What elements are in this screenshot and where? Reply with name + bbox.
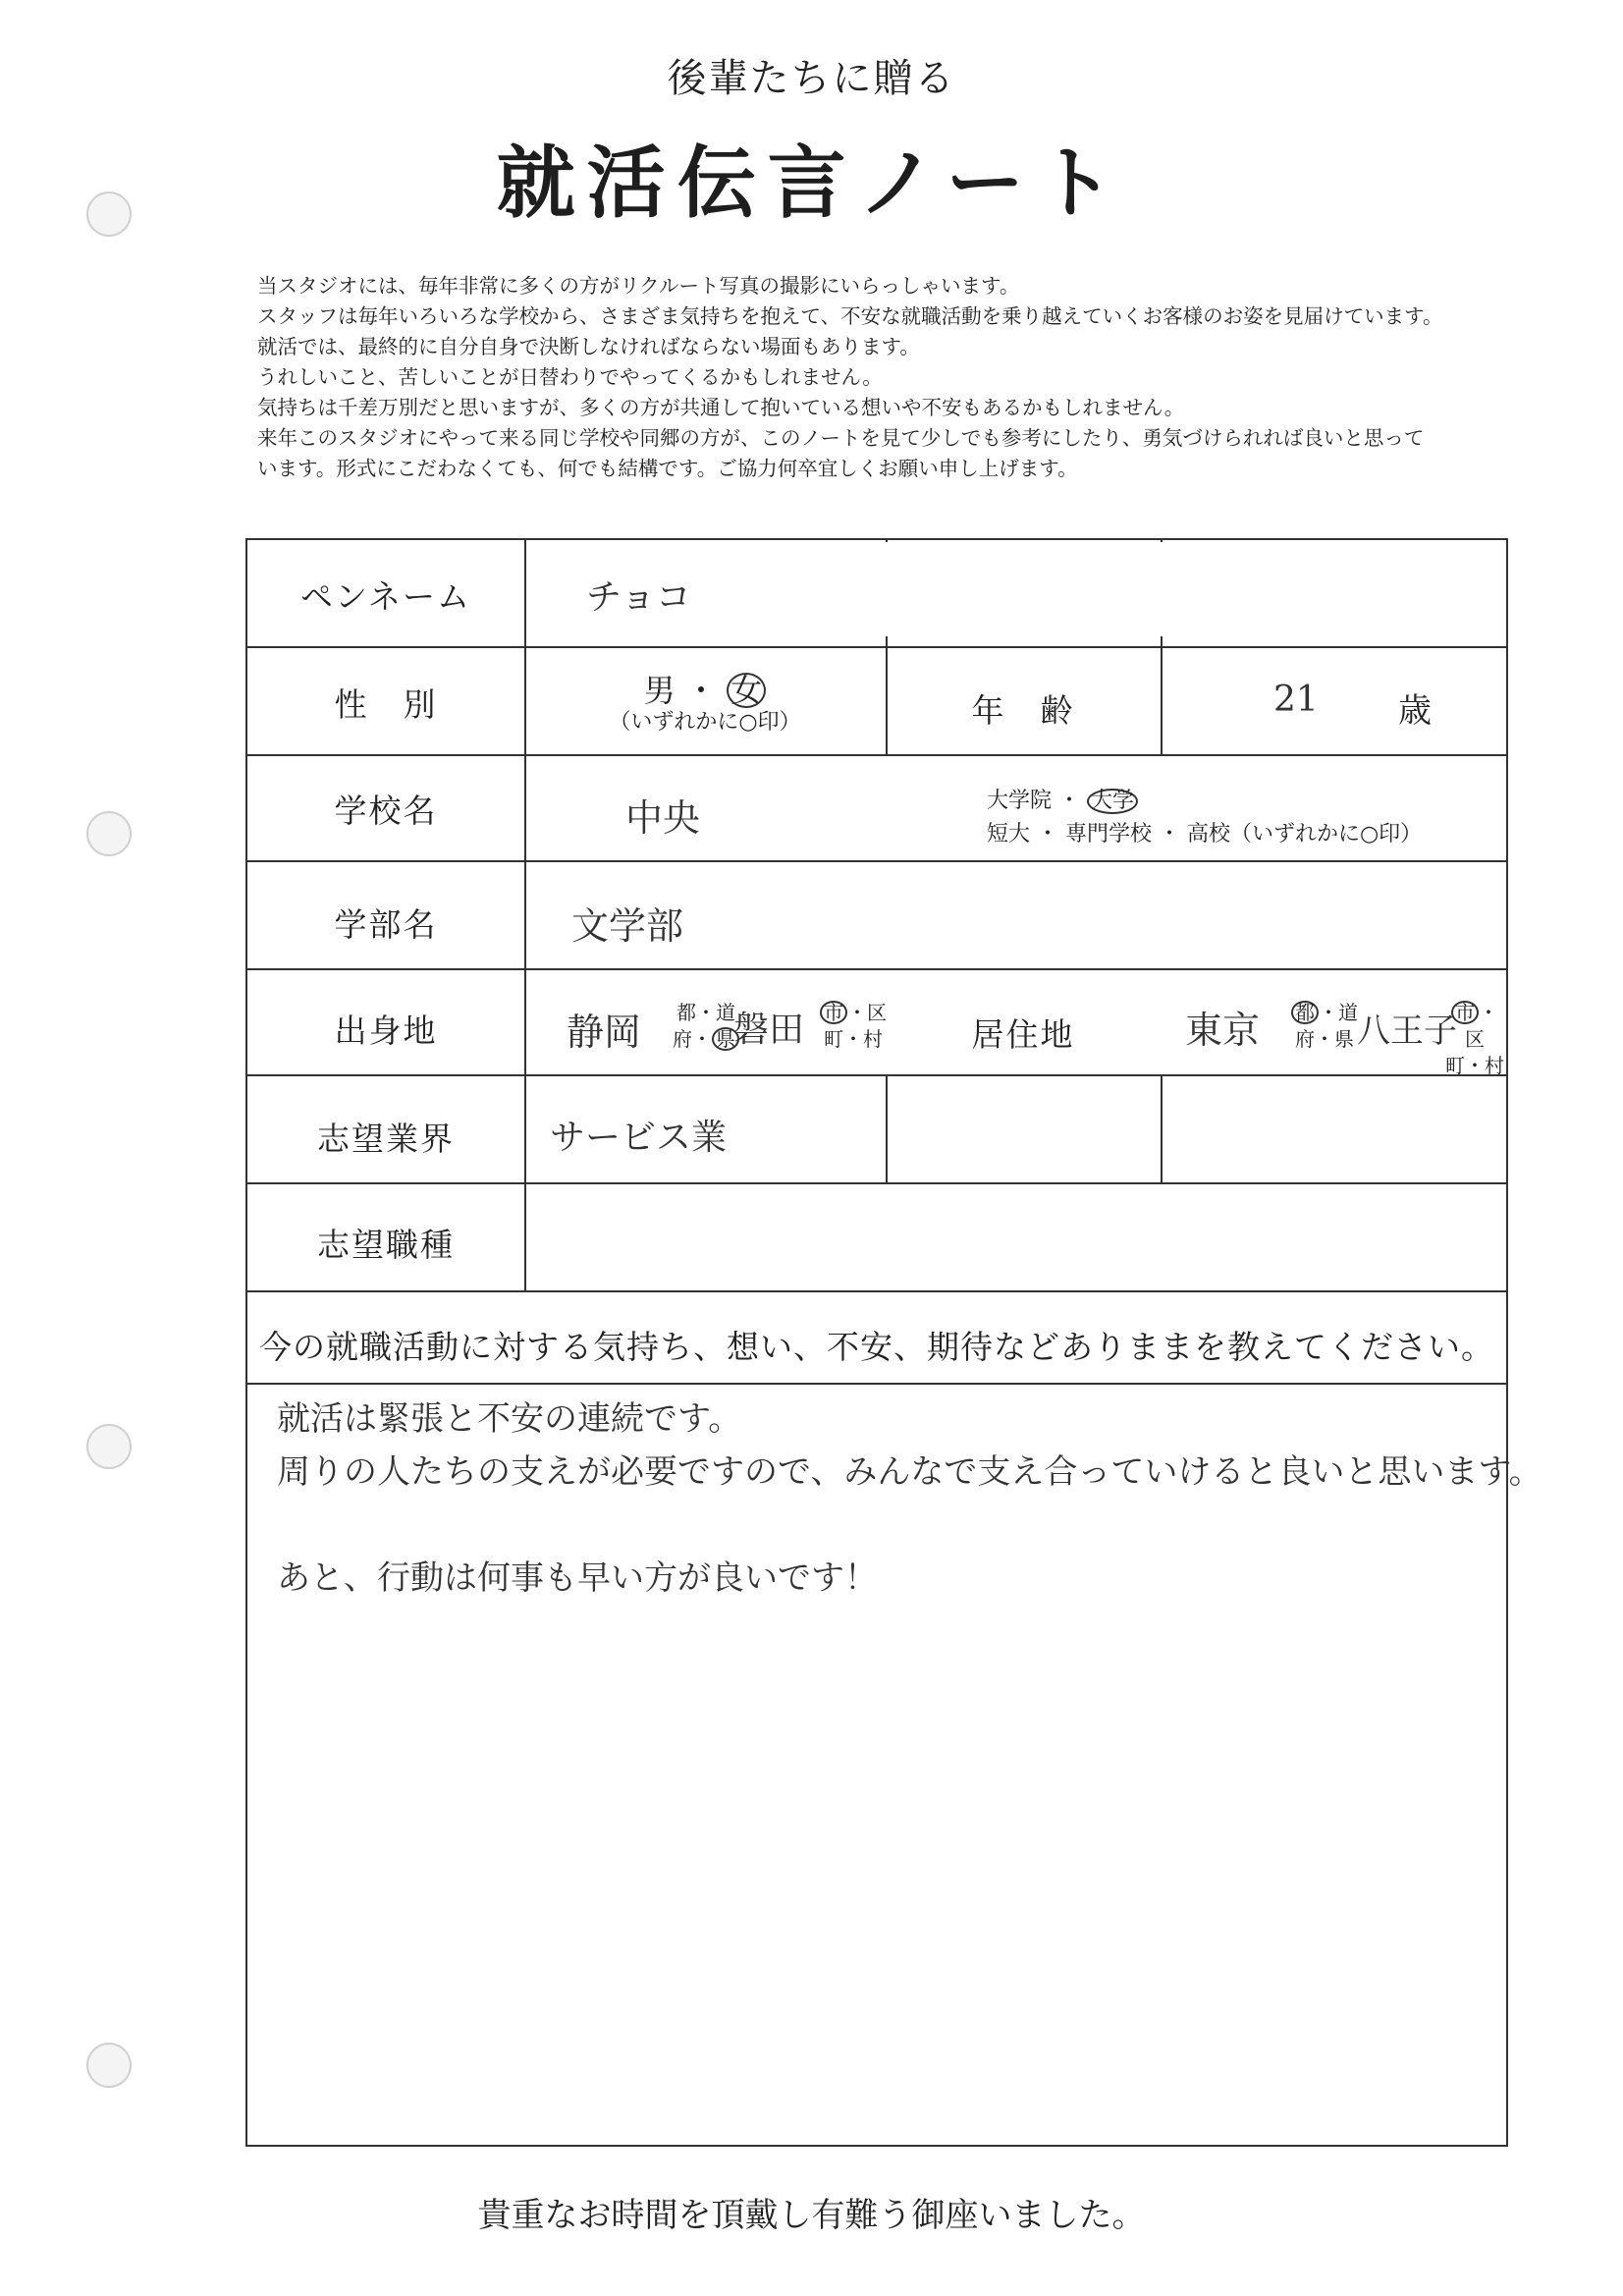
row-divider <box>247 1383 1506 1385</box>
hometown-city-unit <box>820 1000 887 1053</box>
school-type-line1 <box>987 784 1138 814</box>
gender-note: （いずれかに○印） <box>609 710 801 735</box>
unit-line: 町・村 <box>1445 1054 1504 1077</box>
row-divider <box>247 968 1506 970</box>
faculty-label: 学部名 <box>334 905 438 944</box>
questionnaire-form <box>245 538 1542 2147</box>
gender-option-male: 男 <box>643 672 676 709</box>
intro-line: うれしいこと、苦しいことが日替わりでやってくるかもしれません。 <box>257 365 883 389</box>
unit-line: 都・道 <box>676 1001 735 1024</box>
school-value: 中央 <box>625 796 701 840</box>
gender-option-female-circled: 女 <box>727 673 766 708</box>
row-divider <box>247 646 1506 648</box>
unit-metropolis-circled: 都 <box>1291 1001 1319 1024</box>
gender-separator: ・ <box>684 672 717 709</box>
job-type-label: 志望職種 <box>317 1226 455 1264</box>
hometown-city: 磐田 <box>733 1010 805 1050</box>
answer-line: 就活は緊張と不安の連続です。 <box>277 1399 742 1439</box>
school-type-line2: 短大 ・ 専門学校 ・ 高校（いずれかに○印） <box>987 822 1423 847</box>
intro-line: 就活では、最終的に自分自身で決断しなければならない場面もあります。 <box>257 335 920 358</box>
intro-line: 気持ちは千差万別だと思いますが、多くの方が共通して抱いている想いや不安もあるかもしれません。 <box>257 396 1185 419</box>
unit-line <box>673 1026 739 1053</box>
unit-line <box>820 1000 887 1026</box>
school-type-university-circled: 大学 <box>1087 789 1138 814</box>
unit-line: 府・県 <box>1295 1027 1354 1051</box>
footer-thanks: 貴重なお時間を頂戴し有難う御座いました。 <box>477 2196 1146 2235</box>
residence-label: 居住地 <box>971 1015 1075 1054</box>
unit-part: ・区 <box>1465 1001 1498 1051</box>
intro-line: スタッフは毎年いろいろな学校から、さまざま気持ちを抱えて、不安な就職活動を乗り越えていくお客様のお姿を見届けています。 <box>257 304 1443 328</box>
school-type-graduate: 大学院 <box>987 789 1053 813</box>
faculty-value: 文学部 <box>571 904 684 948</box>
school-type-separator: ・ <box>1058 789 1081 813</box>
industry-value: サービス業 <box>550 1118 728 1158</box>
row-divider <box>247 754 1506 756</box>
column-divider <box>886 1074 888 1182</box>
residence-city-unit <box>1443 1000 1506 1079</box>
intro-line: 当スタジオには、毎年非常に多くの方がリクルート写真の撮影にいらっしゃいます。 <box>257 274 1020 298</box>
row-divider <box>247 1290 1506 1292</box>
unit-line <box>1291 1000 1358 1026</box>
hometown-prefecture-unit <box>673 1000 739 1053</box>
answer-line <box>277 1499 1475 1552</box>
age-value: 21 <box>1273 680 1319 720</box>
residence-prefecture-unit <box>1291 1000 1358 1053</box>
age-unit: 歳 <box>1398 691 1432 731</box>
intro-line: います。形式にこだわなくても、何でも結構です。ご協力何卒宜しくお願い申し上げます。 <box>257 457 1078 480</box>
unit-city-circled: 市 <box>1451 1001 1479 1024</box>
unit-part: ・道 <box>1319 1001 1358 1024</box>
binder-hole <box>86 1424 132 1469</box>
answer-line: 周りの人たちの支えが必要ですので、みんなで支え合っていけると良いと思います。 <box>277 1452 1542 1492</box>
intro-text <box>257 271 1602 484</box>
row-divider <box>247 1182 1506 1184</box>
gender-label: 性 別 <box>334 685 438 724</box>
unit-prefecture-circled: 県 <box>712 1027 739 1051</box>
column-divider <box>1161 1074 1163 1182</box>
redacted-area <box>886 542 1504 636</box>
unit-part: ・区 <box>847 1001 887 1024</box>
intro-line: 来年このスタジオにやって来る同じ学校や同郷の方が、このノートを見て少しでも参考にしたり、勇気づけられれば良いと思って <box>257 426 1425 450</box>
free-text-answer <box>277 1393 1542 1605</box>
hometown-label: 出身地 <box>334 1011 438 1050</box>
row-divider <box>247 1074 1506 1076</box>
row-divider <box>247 860 1506 862</box>
page-subtitle: 後輩たちに贈る <box>667 56 956 101</box>
pen-name-label: ペンネーム <box>299 577 471 616</box>
column-divider <box>524 540 526 1290</box>
hometown-prefecture: 静岡 <box>567 1011 642 1054</box>
unit-city-circled: 市 <box>820 1001 847 1024</box>
unit-line <box>1443 1000 1506 1053</box>
gender-options <box>524 666 886 711</box>
age-label: 年 齢 <box>971 691 1075 730</box>
school-label: 学校名 <box>334 792 438 830</box>
residence-city: 八王子 <box>1357 1011 1457 1051</box>
pen-name-value: チョコ <box>586 577 691 618</box>
page-title: 就活伝言ノート <box>496 137 1127 229</box>
unit-part: 府・ <box>673 1027 712 1051</box>
industry-label: 志望業界 <box>317 1120 455 1158</box>
binder-hole <box>86 811 132 856</box>
residence-prefecture: 東京 <box>1185 1009 1261 1052</box>
binder-hole <box>86 2043 132 2088</box>
unit-line: 町・村 <box>824 1027 883 1051</box>
answer-line: あと、行動は何事も早い方が良いです！ <box>277 1558 878 1598</box>
free-text-prompt: 今の就職活動に対する気持ち、想い、不安、期待などありままを教えてください。 <box>259 1328 1494 1366</box>
